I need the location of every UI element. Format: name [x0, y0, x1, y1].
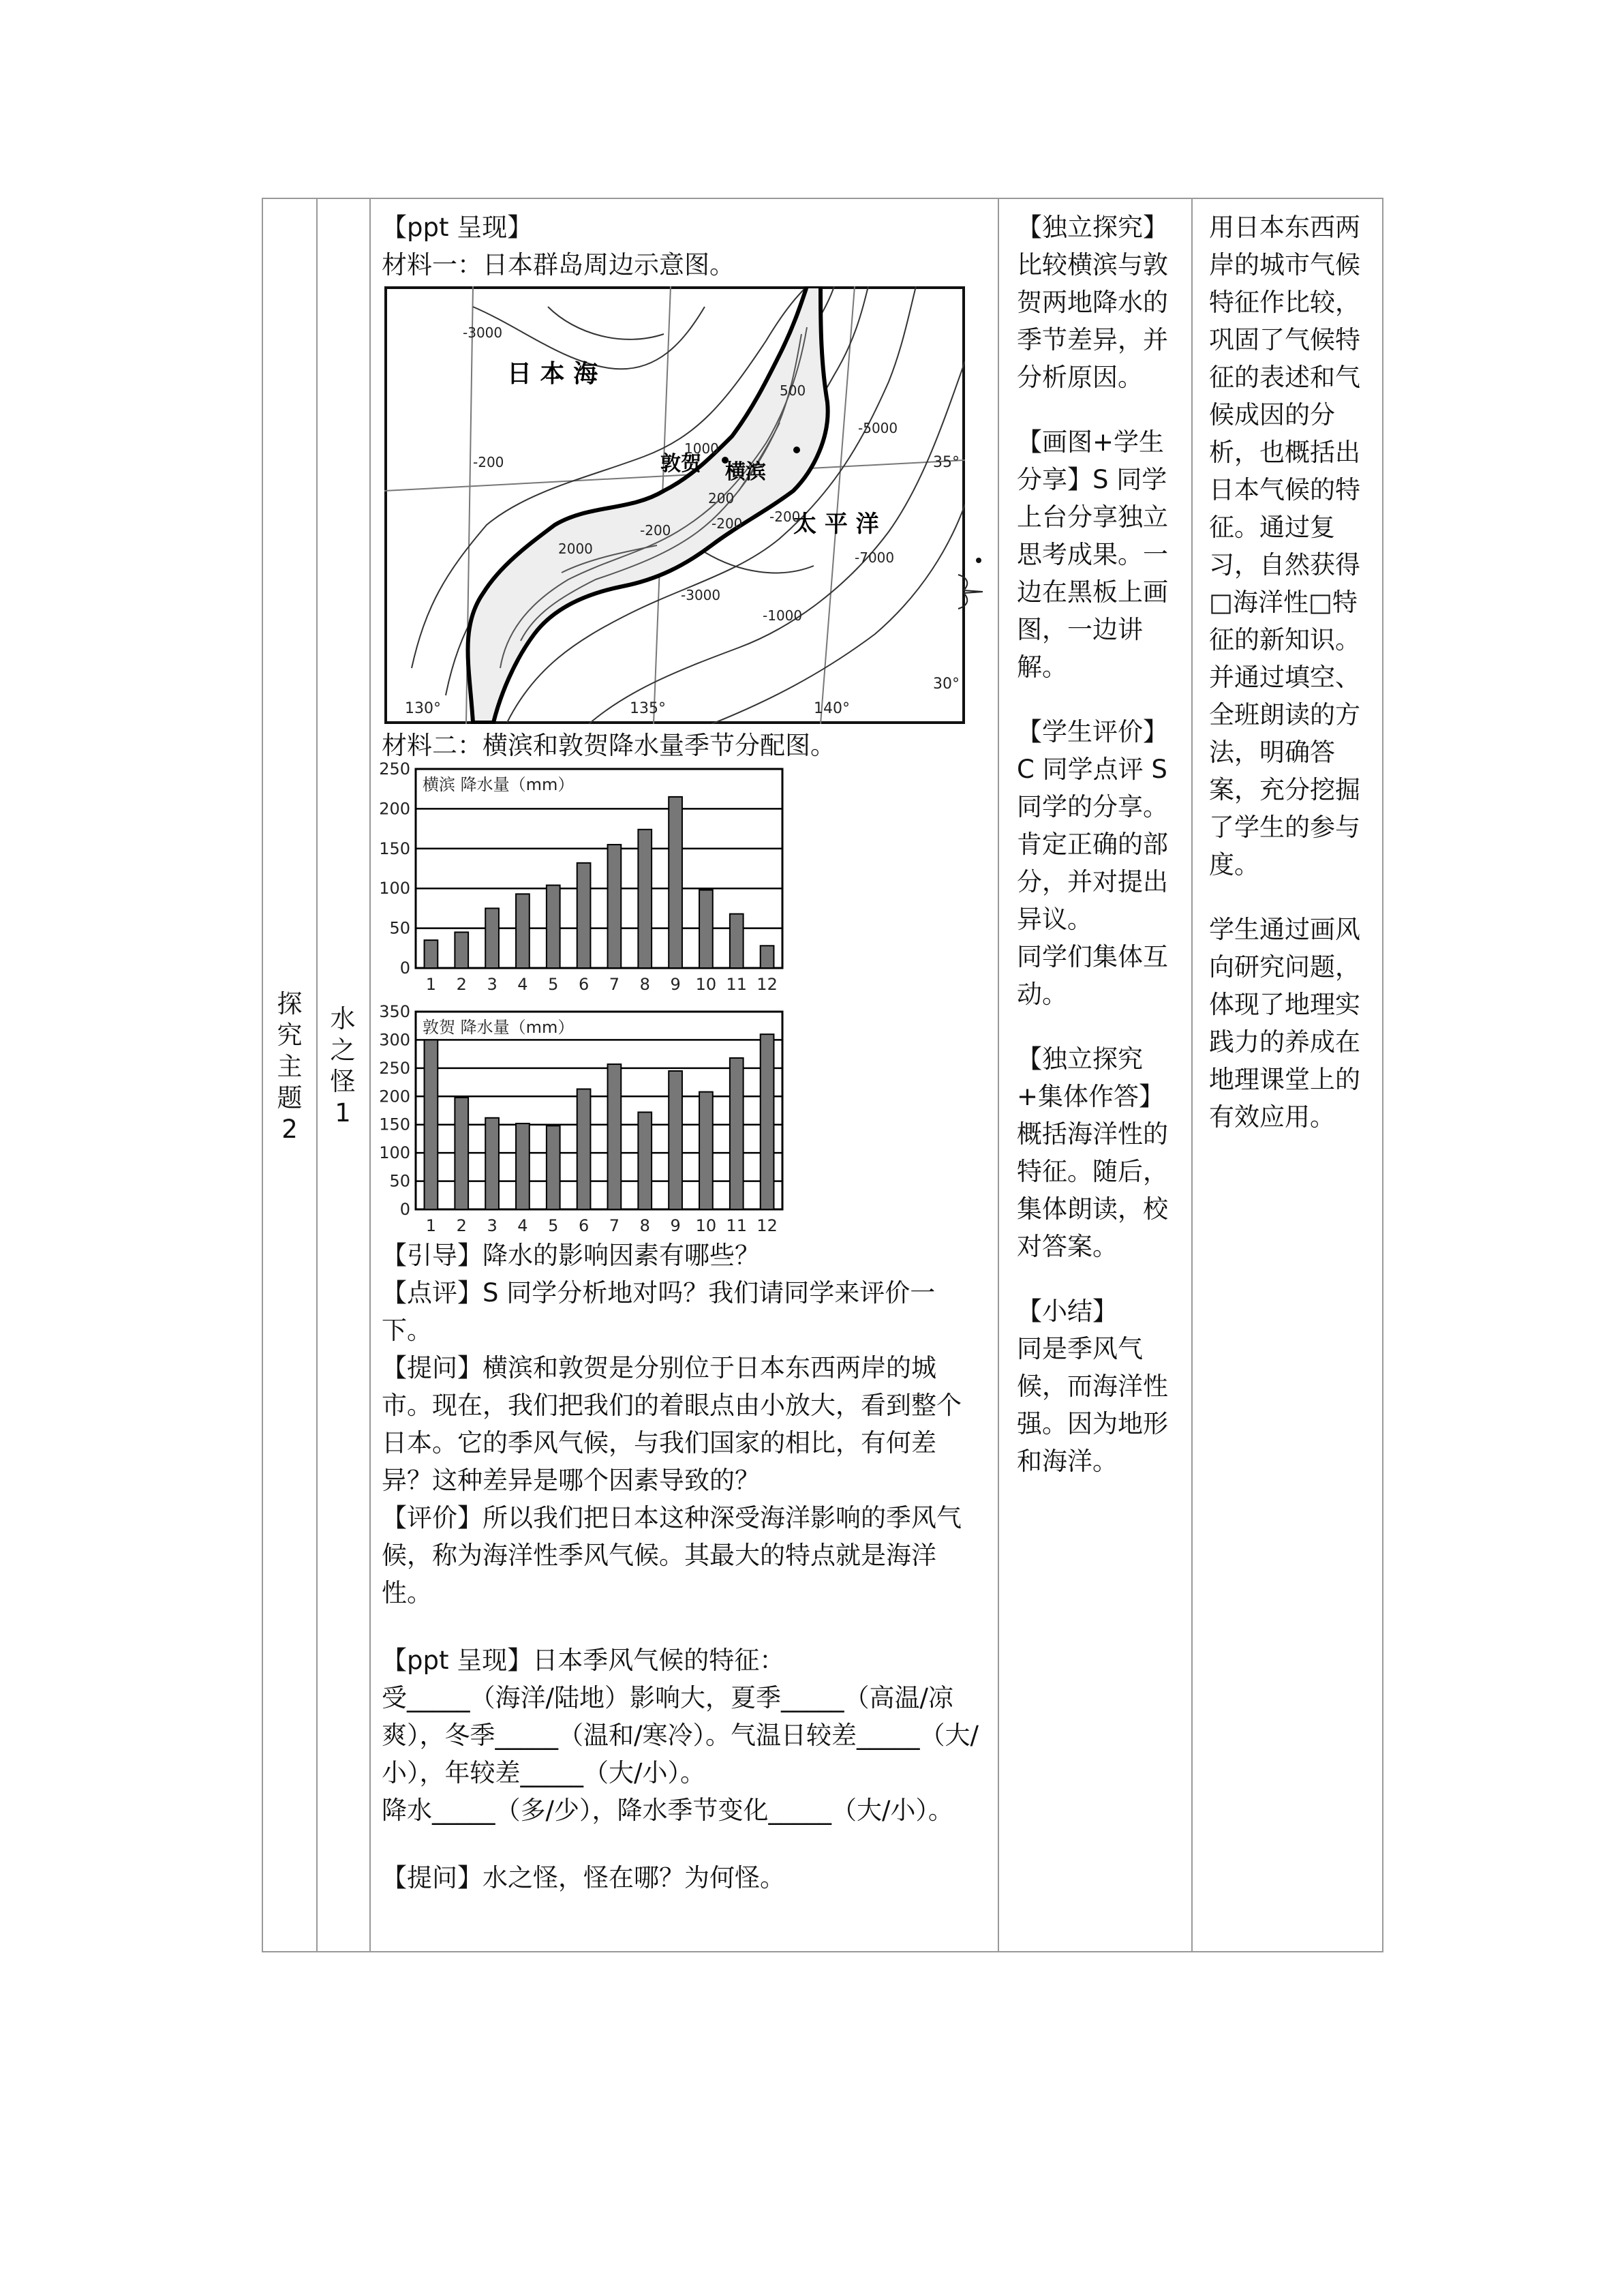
plot-frame: [416, 1012, 782, 1209]
activity-text: 【画图+学生分享】S 同学上台分享独立思考成果。一边在黑板上画图，一边讲解。: [1017, 427, 1168, 682]
bar: [425, 1040, 438, 1209]
bullet-dot: [976, 558, 981, 563]
y-tick-label: 200: [379, 1087, 410, 1106]
fill-in-text: 降水_____（多/少），降水季节变化_____（大/小）。: [382, 1796, 953, 1825]
x-tick-label: 3: [487, 1216, 498, 1235]
activity-text: 同学们集体互动。: [1017, 942, 1168, 1009]
bar: [485, 1118, 499, 1209]
japan-map: [384, 286, 965, 724]
activity-text: 【独立探究】比较横滨与敦贺两地降水的季节差异，并分析原因。: [1017, 213, 1168, 392]
city-label: 敦贺: [660, 452, 701, 476]
depth-label: -3000: [463, 324, 503, 341]
divider: [998, 199, 999, 1951]
x-tick-label: 12: [756, 1216, 778, 1235]
topic-label: [263, 988, 316, 1145]
x-tick-label: 2: [456, 1216, 467, 1235]
bar: [608, 1064, 622, 1209]
char: 探: [277, 989, 303, 1018]
char: 究: [277, 1021, 303, 1050]
question-text: 【提问】水之怪，怪在哪？为何怪。: [382, 1863, 785, 1892]
x-tick-label: 5: [548, 975, 559, 994]
bar: [425, 940, 438, 968]
bar: [730, 1058, 744, 1209]
x-tick-label: 3: [487, 975, 498, 994]
bar: [699, 890, 713, 968]
depth-label: 2000: [558, 541, 593, 557]
y-tick-label: 250: [379, 762, 410, 779]
bar: [577, 863, 591, 968]
depth-label: 1000: [684, 440, 719, 457]
depth-label: -3000: [681, 587, 721, 603]
evaluation-text: 【评价】所以我们把日本这种深受海洋影响的季风气候，称为海洋性季风气候。其最大的特点就是海洋性。: [382, 1503, 962, 1607]
x-tick-label: 9: [670, 1216, 681, 1235]
comment-text: 【点评】S 同学分析地对吗？我们请同学来评价一下。: [382, 1278, 936, 1345]
x-tick-label: 11: [726, 1216, 748, 1235]
char: 题: [277, 1083, 303, 1113]
chart-title: 敦贺 降水量（mm）: [423, 1018, 575, 1037]
depth-label: -200: [769, 509, 801, 525]
bar: [485, 908, 499, 968]
x-tick-label: 5: [548, 1216, 559, 1235]
x-tick-label: 1: [425, 975, 437, 994]
y-tick-label: 150: [379, 1115, 410, 1134]
y-tick-label: 50: [389, 918, 410, 938]
fill-in-text: 受_____（海洋/陆地）影响大，夏季_____（高温/凉爽），冬季_____（温和/寒冷）。气温日较差_____（大/小），年较差_____（大/小）。: [382, 1683, 979, 1787]
bar: [761, 946, 774, 968]
divider: [1191, 199, 1193, 1951]
x-tick-label: 1: [425, 1216, 437, 1235]
lat-label: 30°: [933, 676, 960, 693]
tsuruga-precip-chart: [373, 1005, 789, 1237]
lon-label: 135°: [630, 700, 666, 717]
lon-label: 130°: [405, 700, 441, 717]
depth-label: -1000: [763, 607, 803, 624]
chart-title: 横滨 降水量（mm）: [423, 775, 575, 794]
bar: [455, 1098, 468, 1209]
depth-label: -200: [640, 522, 671, 539]
x-tick-label: 8: [639, 1216, 650, 1235]
bar: [669, 797, 682, 968]
material-caption: 材料二：横滨和敦贺降水量季节分配图。: [382, 731, 836, 760]
yokohama-precip-chart: [373, 762, 789, 995]
x-tick-label: 7: [609, 975, 620, 994]
bar: [516, 894, 530, 968]
question-text: 【提问】横滨和敦贺是分别位于日本东西两岸的城市。现在，我们把我们的着眼点由小放大，看到整个日本。它的季风气候，与我们国家的相比，有何差异？这种差异是哪个因素导致的？: [382, 1353, 962, 1495]
bar: [455, 932, 468, 968]
design-intent-column: [1198, 199, 1378, 1951]
ppt-heading: 【ppt 呈现】: [382, 213, 533, 242]
x-tick-label: 4: [517, 975, 528, 994]
bar: [761, 1034, 774, 1209]
depth-label: 500: [780, 382, 806, 399]
char: 之: [330, 1036, 356, 1065]
bar: [730, 914, 744, 968]
bar: [638, 1112, 652, 1209]
x-tick-label: 9: [670, 975, 681, 994]
x-tick-label: 10: [695, 1216, 717, 1235]
bar: [699, 1092, 713, 1209]
char: 1: [335, 1098, 351, 1128]
depth-label: -200: [711, 515, 743, 532]
x-tick-label: 7: [609, 1216, 620, 1235]
sea-label: 日 本 海: [507, 360, 598, 388]
y-tick-label: 0: [399, 1200, 410, 1219]
bar: [516, 1123, 530, 1209]
divider: [369, 199, 371, 1951]
depth-label: -200: [473, 454, 504, 470]
activity-text: 【独立探究+集体作答】概括海洋性的特征。随后，集体朗读，校对答案。: [1017, 1044, 1168, 1261]
material-caption: 材料一：日本群岛周边示意图。: [382, 250, 735, 280]
lat-label: 35°: [933, 454, 960, 471]
x-tick-label: 10: [695, 975, 717, 994]
char: 怪: [330, 1067, 356, 1096]
char: 主: [277, 1052, 303, 1081]
intent-text: 学生通过画风向研究问题，体现了地理实践力的养成在地理课堂上的有效应用。: [1209, 915, 1360, 1132]
x-tick-label: 8: [639, 975, 650, 994]
y-tick-label: 300: [379, 1030, 410, 1050]
x-tick-label: 6: [578, 975, 590, 994]
x-tick-label: 12: [756, 975, 778, 994]
bar: [608, 845, 622, 968]
bar: [638, 830, 652, 968]
section-label: [316, 1003, 369, 1129]
depth-label: 200: [708, 490, 735, 507]
activity-text: 【学生评价】C 同学点评 S 同学的分享。肯定正确的部分，并对提出异议。: [1017, 717, 1176, 934]
char: 水: [330, 1004, 356, 1033]
depth-label: -7000: [855, 549, 895, 566]
y-tick-label: 150: [379, 839, 410, 858]
x-tick-label: 4: [517, 1216, 528, 1235]
guide-text: 【引导】降水的影响因素有哪些？: [382, 1241, 760, 1270]
x-tick-label: 2: [456, 975, 467, 994]
bracket-mark: [957, 571, 984, 612]
bar: [547, 886, 560, 968]
y-tick-label: 0: [399, 958, 410, 978]
plot-frame: [416, 769, 782, 968]
teaching-text: [382, 1237, 981, 1897]
bar: [577, 1089, 591, 1209]
bar: [547, 1126, 560, 1209]
ppt-heading: 【ppt 呈现】日本季风气候的特征：: [382, 1646, 785, 1675]
y-tick-label: 100: [379, 1143, 410, 1163]
lon-label: 140°: [814, 700, 850, 717]
city-label: 横滨: [725, 460, 766, 484]
activity-text: 【小结】: [1017, 1297, 1118, 1326]
x-tick-label: 6: [578, 1216, 590, 1235]
depth-label: -5000: [858, 420, 898, 436]
char: 2: [281, 1115, 298, 1144]
bar: [669, 1071, 682, 1209]
y-tick-label: 200: [379, 799, 410, 819]
yokohama-dot: [793, 447, 800, 453]
activity-text: 同是季风气候，而海洋性强。因为地形和海洋。: [1017, 1334, 1168, 1476]
intent-text: 用日本东西两岸的城市气候特征作比较，巩固了气候特征的表述和气候成因的分析，也概括出日本气候的特征。通过复习，自然获得□海洋性□特征的新知识。并通过填空、全班朗读的方法，明确答案，充分挖掘了学生的参与度。: [1209, 213, 1360, 879]
y-tick-label: 50: [389, 1171, 410, 1191]
x-tick-label: 11: [726, 975, 748, 994]
y-tick-label: 350: [379, 1005, 410, 1021]
y-tick-label: 100: [379, 879, 410, 898]
student-activity-column: [1009, 199, 1191, 1951]
ocean-label: 太 平 洋: [793, 511, 879, 538]
y-tick-label: 250: [379, 1058, 410, 1078]
